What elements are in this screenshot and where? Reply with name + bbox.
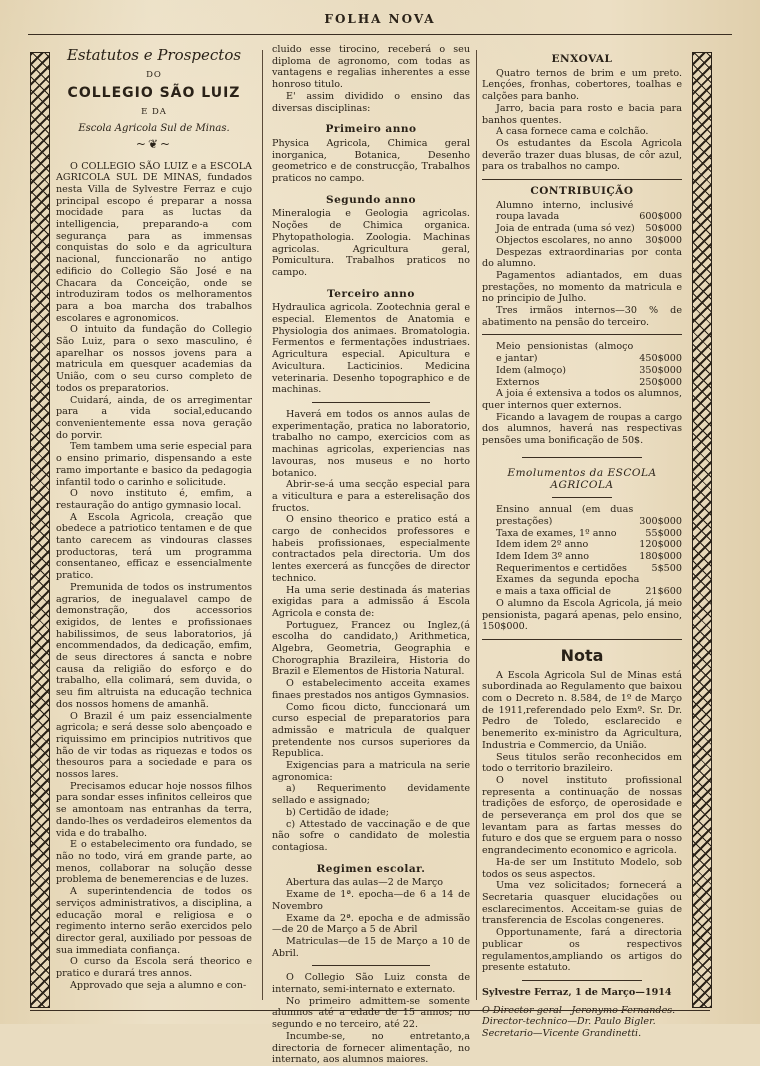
price-value: 30$000 [645, 234, 682, 246]
meio-pensionistas-table [482, 341, 682, 388]
paragraph: Quatro ternos de brim e um preto. Lençóes, fronhas, cobertores, toalhas e calções para banho. [482, 67, 682, 103]
emolumentos-heading: Emolumentos da ESCOLA AGRICOLA [507, 466, 657, 491]
price-value: 250$000 [639, 376, 682, 388]
paragraph: c) Attestado de vaccinação e de que não sofre o candidato de molestia contagiosa. [272, 818, 470, 853]
paragraph: O Brazil é um paiz essencialmente agricola; e será desse solo abençoado e riquissimo em principios nutritivos que hão de vir todas as riquezas e todos os thesouros para a sociedade e para os nossos lares. [56, 710, 252, 781]
price-row [482, 504, 682, 527]
paragraph: O alumno da Escola Agricola, já meio pensionista, pagará apenas, pelo ensino, 150$000. [482, 597, 682, 633]
page-header: FOLHA NOVA [324, 12, 436, 26]
column-1-body [56, 161, 252, 992]
divider [552, 497, 612, 498]
paragraph: A joia é extensiva a todos os alumnos, quer internos quer externos. [482, 388, 682, 411]
paragraph: Ha uma serie destinada ás materias exigidas para a admissão á Escola Agricola e consta de: [272, 584, 470, 619]
price-value: 21$600 [645, 586, 682, 598]
paragraph: O novel instituto profissional representa a continuação de nossas tradições de esforço, de operosidade e de perseverança em prol dos que se levantam para as fartas messes do futuro e dos que se erguem para o nosso engrandecimento economico e agricola. [482, 774, 682, 857]
regimen-item: Exame da 2ª. epocha e de admissão—de 20 de Março a 5 de Abril [272, 912, 470, 936]
price-value: 120$000 [639, 539, 682, 551]
title-connector: E DA [141, 107, 167, 118]
enxoval-list [482, 68, 682, 173]
paragraph: E' assim dividido o ensino das diversas disciplinas: [272, 90, 470, 114]
divider [482, 179, 682, 180]
paragraph: Opportunamente, fará a directoria publicar os respectivos regulamentos,ampliando os artigos do presente estatuto. [482, 927, 682, 974]
price-value: 180$000 [639, 551, 682, 563]
paragraph: Cuidará, ainda, de os arregimentar para a vida social,educando convenientemente essa nova geração do porvir. [56, 394, 252, 441]
price-row [482, 574, 682, 597]
emolumentos-table [482, 504, 682, 598]
paragraph: Uma vez solicitados; fornecerá a Secretaria quasquer elucidações ou esclarecimentos. Acceitam-se guias de transferencia de Escolas congeneres. [482, 880, 682, 927]
paragraph: Abrir-se-á uma secção especial para a viticultura e para a esterelisação dos fructos. [272, 479, 470, 514]
column-divider [262, 50, 263, 1000]
dateline-text: Sylvestre Ferraz, 1 de Março—1914 [482, 986, 672, 998]
paragraph: Seus titulos serão reconhecidos em todo o territorio brazileiro. [482, 751, 682, 775]
paragraph: b) Certidão de idade; [286, 806, 389, 818]
paragraph: a) Requerimento devidamente sellado e assignado; [272, 783, 470, 807]
price-row [482, 528, 682, 540]
paragraph: Incumbe-se, no entretanto,a directoria de fornecer alimentação, no internato, aos alumnos maiores. [272, 1030, 470, 1066]
regimen-item: Abertura das aulas—2 de Março [286, 877, 444, 889]
price-value: 350$000 [639, 364, 682, 376]
paragraph: A Escola Agricola, creação que obedece a patriotico tentamen e de que tanto carecem as vindouras classes productoras, terá um programma consentaneo, efficaz e essencialmente pratico. [56, 511, 252, 582]
year-heading: Primeiro anno [325, 123, 417, 136]
price-row [482, 200, 682, 223]
year-heading: Segundo anno [326, 193, 416, 206]
contribuicao-notes [482, 247, 682, 329]
paragraph: A superintendencia de todos os serviços administrativos, a disciplina, a educação moral e religiosa e o regimento interno serão exercidos pelo director geral, auxiliado por pessoas de sua immediata confiança. [56, 886, 252, 956]
nota-body [482, 670, 682, 974]
price-label: Ensino annual (em duas prestações) [496, 504, 634, 527]
contribuicao-heading: CONTRIBUIÇÃO [530, 185, 634, 198]
price-label: Idem idem 2º anno [496, 539, 589, 551]
regimen-heading: Regimen escolar. [316, 862, 426, 875]
price-row [482, 563, 682, 575]
curriculum-years [272, 124, 470, 403]
paragraph: Portuguez, Francez ou Inglez,(á escolha do candidato,) Arithmetica, Algebra, Geometria, Geographia e Chorographia Brazileira, Historia do Brazil e Elementos de Historia Natural. [272, 619, 470, 678]
paragraph: Pagamentos adiantados, em duas prestações, no momento da matricula e no principio de Julho. [482, 269, 682, 305]
column-divider [476, 50, 477, 1000]
price-label: Idem (almoço) [496, 364, 567, 376]
price-value: 600$000 [639, 211, 682, 223]
regimen-list [272, 877, 470, 959]
paragraph: A casa fornece cama e colchão. [496, 126, 649, 138]
divider [482, 639, 682, 640]
price-row [482, 551, 682, 563]
year-subjects: Hydraulica agricola. Zootechnia geral e especial. Elementos de Anatomia e Physiologia dos animaes. Bromatologia. Fermentos e fermentações industriaes. Agricultura especial. Apicultura e Avicultura. Lacticinios. Medicina veterinaria. Desenho topographico e de machinas. [272, 302, 470, 396]
paragraph: No primeiro admittem-se somente alumnos até a edade de 15 annos; no segundo e no terceiro, até 22. [272, 995, 470, 1031]
price-row [482, 235, 682, 247]
divider [312, 402, 431, 403]
price-label: Objectos escolares, no anno [496, 234, 633, 246]
paragraph: Approvado que seja a alumno e con- [70, 979, 247, 991]
divider [522, 457, 642, 458]
paragraph: Tres irmãos internos—30 % de abatimento na pensão do terceiro. [482, 305, 682, 328]
column-1 [56, 44, 252, 1004]
price-label: Exames da segunda epocha e mais a taxa official de [496, 574, 640, 598]
contribuicao-table [482, 200, 682, 247]
year-subjects: Mineralogia e Geologia agricolas. Noções de Chimica organica. Phytopathologia. Zoologia. Machinas agricolas. Agricultura geral, Pomicultura. Trabalhos praticos no campo. [272, 208, 470, 278]
paragraph: O COLLEGIO SÃO LUIZ e a ESCOLA AGRICOLA SUL DE MINAS, fundados nesta Villa de Sylvestre Ferraz e cujo principal escopo é preparar a nossa mocidade para as luctas da intelligencia, preparando-a com segurança para as immensas conquistas do solo e da agricultura nacional, funccionarão no antigo edificio do Collegio São José e na Chacara da Conceição, onde se introduziram todos os melhoramentos para a boa marcha dos trabalhos escolares e agronomicos. [56, 160, 252, 324]
price-row [482, 223, 682, 235]
signature-line: O Director-geral—Jeronymo Fernandes. [482, 1004, 676, 1016]
meio-pensionistas-notes [482, 388, 682, 447]
collegio-name: COLLEGIO SÃO LUIZ [67, 84, 241, 101]
price-value: 5$500 [651, 562, 682, 574]
signature-line: Secretario—Vicente Grandinetti. [482, 1028, 642, 1040]
price-value: 50$000 [645, 223, 682, 235]
article-title: Estatutos e Prospectos [66, 46, 242, 64]
price-label: Taxa de exames, 1º anno [496, 527, 617, 539]
paragraph: O intuito da fundação do Collegio São Luiz, para o sexo masculino, é aparelhar os nossos jovens para a matricula em quesquer academias da União, com o seu curso completo de todos os preparatorios. [56, 324, 252, 394]
column-2 [272, 44, 470, 1066]
paragraph: Exigencias para a matricula na serie agronomica: [272, 760, 470, 783]
price-label: Idem Idem 3º anno [496, 551, 590, 563]
paragraph: Ficando a lavagem de roupas a cargo dos alumnos, haverá nas respectivas pensões uma bonificação de 50$. [482, 411, 682, 447]
paragraph: Premunida de todos os instrumentos agrarios, de inegualavel campo de demonstração, dos accessorios exigidos, de lentes e profissionaes habilissimos, de seus laboratorios, já encommendados, da dedicação, emfim, de seus directores á sancta e nobre causa da religião do esforço e do trabalho, ella colimará, sem duvida, o seu fim altruista na educação technica dos nossos homens de amanhã. [56, 581, 252, 710]
regimen-item: Exame de 1ª. epocha—de 6 a 14 de Novembro [272, 889, 470, 912]
signature-line: Director-technico—Dr. Paulo Bigler. [482, 1016, 656, 1028]
year-heading: Terceiro anno [327, 287, 415, 300]
paragraph: Jarro, bacia para rosto e bacia para banhos quentes. [482, 102, 682, 126]
nota-heading: Nota [560, 645, 604, 665]
paragraph: Os estudantes da Escola Agricola deverão trazer duas blusas, de côr azul, para os trabalhos no campo. [482, 137, 682, 173]
column-3 [482, 44, 682, 1040]
divider [482, 334, 682, 335]
price-label: Externos [496, 376, 540, 388]
year-subjects: Physica Agricola, Chimica geral inorganica, Botanica, Desenho geometrico e de construcção, Trabalhos praticos no campo. [272, 137, 470, 185]
left-ornamental-border [30, 52, 50, 1008]
price-row [482, 341, 682, 364]
price-row [482, 539, 682, 551]
price-row [482, 377, 682, 389]
regimen-item: Matriculas—de 15 de Março a 10 de Abril. [272, 935, 470, 959]
price-value: 300$000 [639, 515, 682, 527]
paragraph: Precisamos educar hoje nossos filhos para sondar esses infinitos celleiros que se amontoam nas entranhas da terra, dando-lhes os verdadeiros elementos da vida e do trabalho. [56, 780, 252, 839]
paragraph: O ensino theorico e pratico está a cargo de conhecidos professores e habeis profissionaes, especialmente contractados pela directoria. Um dos lentes exercerá as funcções de director technico. [272, 514, 470, 584]
paragraph: Tem tambem uma serie especial para o ensino primario, dispensando a este ramo importante e basico da pedagogia infantil todo o carinho e solicitude. [56, 441, 253, 488]
divider [312, 965, 431, 966]
price-value: 55$000 [645, 527, 682, 539]
price-value: 450$000 [639, 353, 682, 365]
paragraph: A Escola Agricola Sul de Minas está subordinada ao Regulamento que baixou com o Decreto n. 8.584, de 1º de Março de 1911,referendado pelo Exmº. Sr. Dr. Pedro de Toledo, esclarecido e benemerito ex-ministro da Agricultura, Industria e Commercio, da União. [482, 669, 682, 751]
price-row [482, 365, 682, 377]
escola-name: Escola Agricola Sul de Minas. [78, 123, 230, 135]
enxoval-heading: ENXOVAL [551, 53, 613, 65]
title-connector: DO [146, 70, 162, 80]
right-ornamental-border [692, 52, 712, 1008]
price-label: Requerimentos e certidões [496, 562, 627, 574]
price-label: Alumno interno, inclusivé roupa lavada [496, 199, 634, 223]
paragraph: E o estabelecimento ora fundado, se não no todo, virá em grande parte, ao menos, collaborar na solução desse problema de benemerencias e de luzes. [56, 839, 252, 886]
dateline [482, 987, 682, 999]
price-label: Meio pensionistas (almoço e jantar) [496, 341, 634, 365]
paragraph: O estabelecimento acceita exames finaes prestados nos antigos Gymnasios. [272, 678, 470, 701]
paragraph: Despezas extraordinarias por conta do alumno. [482, 246, 682, 270]
paragraph: O novo instituto é, emfim, a restauração do antigo gymnasio local. [56, 488, 252, 511]
price-label: Joia de entrada (uma só vez) [496, 223, 635, 235]
paragraph: Ha-de ser um Instituto Modelo, sob todos os seus aspectos. [482, 856, 682, 880]
header-rule [28, 34, 732, 35]
bottom-rule [30, 1010, 710, 1025]
divider [522, 980, 642, 981]
paragraph: cluido esse tirocino, receberá o seu diploma de agronomo, com todas as vantagens e regalias inherentes a esse honroso titulo. [272, 44, 470, 91]
column-2-body [272, 409, 470, 854]
paragraph: O Collegio São Luiz consta de internato, semi-internato e externato. [272, 972, 470, 996]
paragraph: O curso da Escola será theorico e pratico e durará tres annos. [56, 956, 252, 980]
paragraph: Haverá em todos os annos aulas de experimentação, pratica no laboratorio, trabalho no campo, exercicios com as machinas agricolas, experiencias nas lavouras, nos museus e no horto botanico. [272, 408, 470, 479]
paragraph: Como ficou dicto, funccionará um curso especial de preparatorios para admissão e matricula de qualquer pretendente nos cursos superiores da Republica. [272, 701, 470, 760]
fleuron-ornament-icon: ~❦~ [135, 136, 173, 151]
